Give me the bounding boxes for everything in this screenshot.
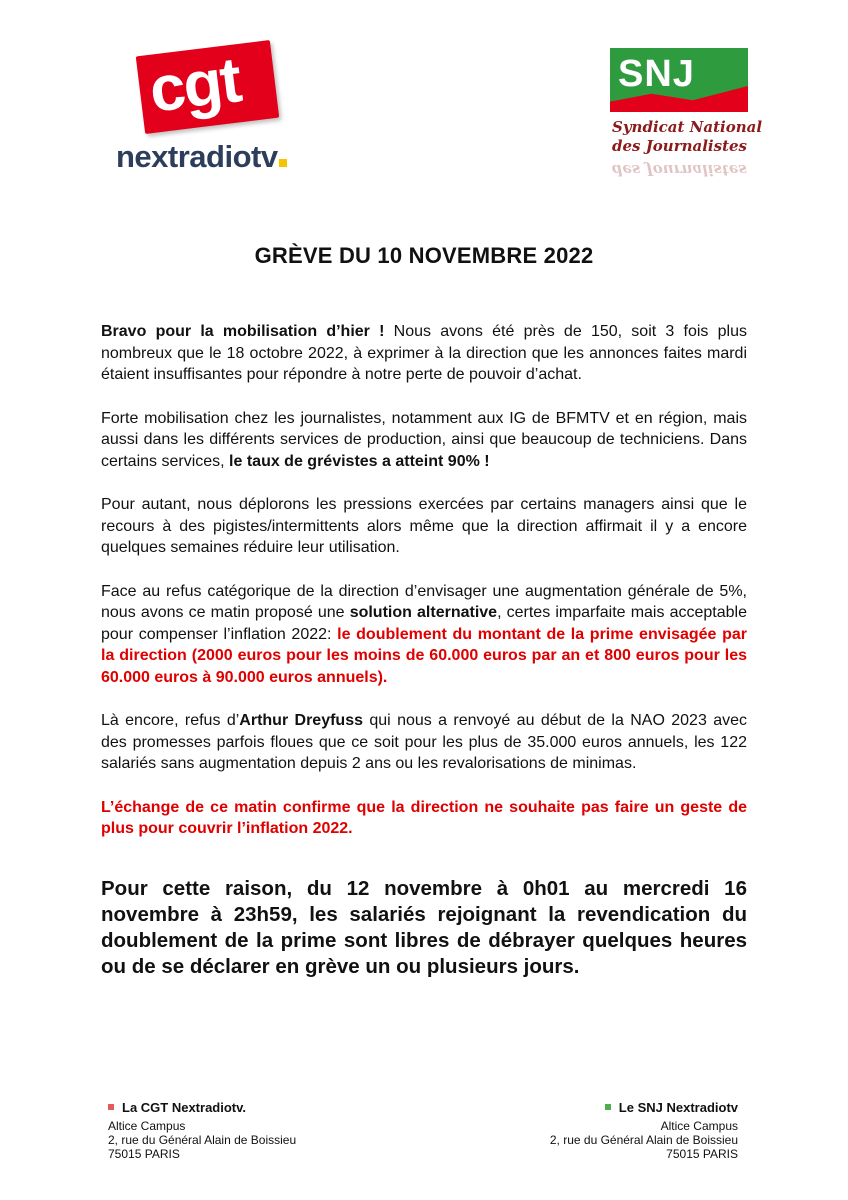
p5-text2: qui nous a renvoyé au début de la NAO 2023 avec des promesses parfois floues que ce soit pour les plus de 35.000 euros annuels, les 122 salariés sans augmentation depuis 2 ans ou les revalorisations de minimas. [101, 712, 748, 772]
signature-snj-line2: 2, rue du Général Alain de Boissieu [549, 1133, 738, 1147]
paragraph-solution-alternative [101, 581, 747, 689]
signature-cgt-line3: 75015 PARIS [108, 1147, 180, 1161]
paragraph-appel-greve [101, 876, 747, 980]
snj-logo [610, 48, 763, 208]
cgt-red-badge [136, 40, 279, 134]
snj-name-line1: Syndicat National [612, 118, 763, 136]
paragraph-mobilisation [101, 321, 747, 386]
snj-logo-mark: SNJ [618, 53, 695, 95]
p2-text: Forte mobilisation chez les journalistes, notamment aux IG de BFMTV et en région, mais aussi dans les différents services de production, ainsi que beaucoup de techniciens. Dans certains services, [101, 409, 747, 470]
signature-cgt-line2: 2, rue du Général Alain de Boissieu [108, 1133, 297, 1147]
p4-text2: , certes imparfaite mais acceptable pour compenser l’inflation 2022: [101, 604, 747, 643]
p3-text: Pour autant, nous déplorons les pressions exercées par certains managers ainsi que le recours à des pigistes/intermittents alors même que la direction affirmait il y a encore quelques semaines réduire leur utilisation. [101, 496, 747, 556]
p6-red: L’échange de ce matin confirme que la direction ne souhaite pas faire un geste de plus pour couvrir l’inflation 2022. [101, 798, 747, 837]
paragraph-forte-mobilisation [101, 408, 747, 473]
signature-cgt [108, 1101, 296, 1161]
yellow-dot-icon [279, 159, 287, 167]
signature-snj-line1: Altice Campus [660, 1119, 738, 1133]
signature-cgt-name: La CGT Nextradiotv. [122, 1100, 247, 1115]
nextradiotv-wordmark [116, 139, 287, 175]
signature-snj [550, 1101, 738, 1161]
paragraph-echange [101, 797, 747, 840]
p5-text1: Là encore, refus d’ [101, 712, 240, 729]
red-square-icon [108, 1104, 114, 1110]
p7-text: Pour cette raison, du 12 novembre à 0h01 au mercredi 16 novembre à 23h59, les salariés rejoignant la revendication du doublement de la prime sont libres de débrayer quelques heures ou de se déclarer en grève un ou plusieurs jours. [101, 876, 747, 978]
signature-snj-line3: 75015 PARIS [666, 1147, 738, 1161]
p1-text: Nous avons été près de 150, soit 3 fois plus nombreux que le 18 octobre 2022, à exprimer à la direction que les annonces faites mardi étaient insuffisantes pour répondre à notre perte de pouvoir d’achat. [101, 323, 747, 383]
signature-snj-name: Le SNJ Nextradiotv [618, 1100, 738, 1115]
snj-logo-reflection: des Journalistes [612, 161, 747, 179]
nextradiotv-text: nextradiotv [116, 139, 278, 174]
green-square-icon [605, 1104, 611, 1110]
signature-cgt-title [108, 1101, 296, 1115]
snj-name-line2: des Journalistes [612, 137, 747, 155]
cgt-nextradiotv-logo [116, 38, 290, 188]
p5-bold: Arthur Dreyfuss [239, 712, 364, 729]
signature-cgt-line1: Altice Campus [108, 1119, 186, 1133]
p1-bold: Bravo pour la mobilisation d’hier ! [101, 323, 385, 340]
p4-bold: solution alternative [349, 604, 498, 621]
p4-text1: Face au refus catégorique de la direction d’envisager une augmentation générale de 5%, nous avons ce matin proposé une [101, 582, 747, 621]
cgt-logo-mark: cgt [145, 43, 244, 126]
signature-snj-title [550, 1101, 738, 1115]
p2-bold: le taux de grévistes a atteint 90% ! [229, 452, 490, 470]
paragraph-refus [101, 710, 747, 775]
document-title: GRÈVE DU 10 NOVEMBRE 2022 [254, 243, 594, 268]
document-body [101, 321, 747, 1002]
p4-red: le doublement du montant de la prime envisagée par la direction (2000 euros pour les moins de 60.000 euros par an et 800 euros pour les 60.000 euros à 90.000 euros annuels). [101, 625, 747, 686]
paragraph-pressions [101, 494, 747, 559]
snj-full-name [612, 118, 762, 156]
